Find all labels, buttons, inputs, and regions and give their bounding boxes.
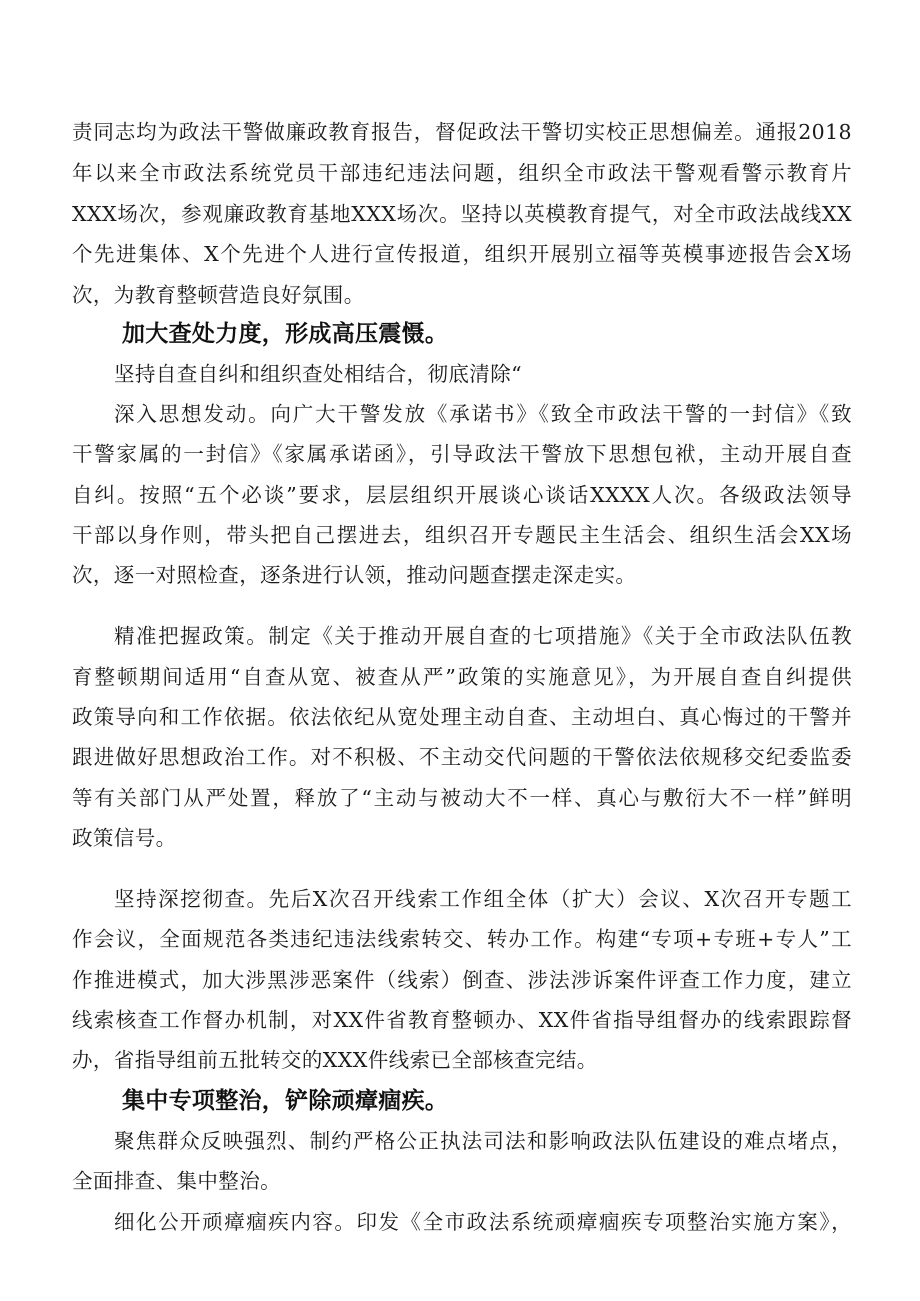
text-line: 育整顿期间适用“自查从宽、被查从严”政策的实施意见》，为开展自查自纠提供: [72, 665, 852, 689]
text-line: 干警家属的一封信》《家属承诺函》，引导政法干警放下思想包袱，主动开展自查: [72, 442, 852, 466]
text-line: XXX场次，参观廉政教育基地XXX场次。坚持以英模教育提气，对全市政法战线XX: [72, 202, 852, 226]
text-line: 深入思想发动。向广大干警发放《承诺书》《致全市政法干警的一封信》《致: [114, 402, 852, 426]
text-line: 精准把握政策。制定《关于推动开展自查的七项措施》《关于全市政法队伍教: [114, 624, 852, 648]
text-line: 政策信号。: [72, 826, 177, 850]
text-line: 干部以身作则，带头把自己摆进去，组织召开专题民主生活会、组织生活会XX场: [72, 523, 852, 547]
text-line: 责同志均为政法干警做廉政教育报告，督促政法干警切实校正思想偏差。通报2018: [72, 120, 852, 144]
text-line: 自纠。按照“五个必谈”要求，层层组织开展谈心谈话XXXX人次。各级政法领导: [72, 483, 852, 507]
text-line: 跟进做好思想政治工作。对不积极、不主动交代问题的干警依法依规移交纪委监委: [72, 745, 852, 769]
text-line: 作会议，全面规范各类违纪违法线索转交、转办工作。构建“专项+专班+专人”工: [72, 927, 852, 951]
text-line: 线索核查工作督办机制，对XX件省教育整顿办、XX件省指导组督办的线索跟踪督: [72, 1008, 852, 1032]
section-heading: 加大查处力度，形成高压震慑。: [122, 321, 449, 347]
text-line: 办，省指导组前五批转交的XXX件线索已全部核查完结。: [72, 1048, 598, 1072]
text-line: 次，为教育整顿营造良好氛围。: [72, 283, 365, 307]
text-line: 坚持自查自纠和组织查处相结合，彻底清除“: [114, 362, 522, 386]
section-heading: 集中专项整治，铲除顽瘴痼疾。: [122, 1088, 449, 1114]
text-line: 聚焦群众反映强烈、制约严格公正执法司法和影响政法队伍建设的难点堵点，: [114, 1129, 852, 1153]
text-line: 作推进模式，加大涉黑涉恶案件（线索）倒查、涉法涉诉案件评查工作力度，建立: [72, 968, 852, 992]
text-line: 年以来全市政法系统党员干部违纪违法问题，组织全市政法干警观看警示教育片: [72, 161, 852, 185]
text-line: 全面排查、集中整治。: [72, 1169, 281, 1193]
text-line: 政策导向和工作依据。依法依纪从宽处理主动自查、主动坦白、真心悔过的干警并: [72, 705, 852, 729]
text-line: 等有关部门从严处置，释放了“主动与被动大不一样、真心与敷衍大不一样”鲜明: [72, 786, 852, 810]
text-line: 个先进集体、X个先进个人进行宣传报道，组织开展别立福等英模事迹报告会X场: [72, 242, 852, 266]
text-line: 次，逐一对照检查，逐条进行认领，推动问题查摆走深走实。: [72, 563, 637, 587]
text-line: 坚持深挖彻查。先后X次召开线索工作组全体（扩大）会议、X次召开专题工: [114, 887, 852, 911]
text-line: 细化公开顽瘴痼疾内容。印发《全市政法系统顽瘴痼疾专项整治实施方案》，: [114, 1210, 852, 1234]
